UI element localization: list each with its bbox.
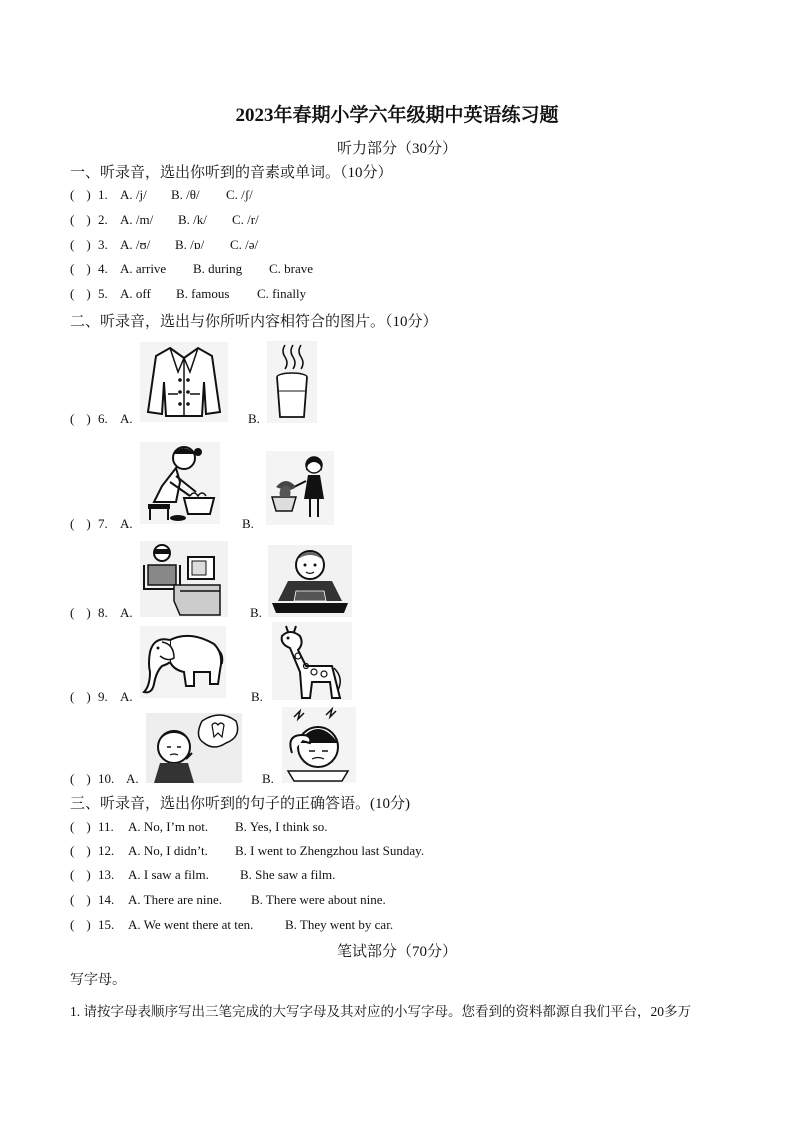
headache-picture[interactable] [282, 707, 356, 783]
question-row [70, 411, 260, 427]
option-a: A. [120, 605, 133, 620]
option-a: A. No, I didn’t. [128, 843, 208, 858]
question-row [70, 819, 328, 835]
answer-blank[interactable] [70, 843, 98, 859]
option-b: B. [248, 411, 260, 426]
option-b: B. There were about nine. [251, 892, 386, 907]
question-number: 6. [98, 411, 108, 426]
question-row [70, 605, 262, 621]
option-a: A. /j/ [120, 187, 147, 202]
option-b: B. Yes, I think so. [235, 819, 328, 834]
option-b: B. [242, 516, 254, 531]
question-number: 14. [98, 892, 115, 907]
question-row [70, 867, 336, 883]
question-number: 2. [98, 212, 108, 227]
question-number: 5. [98, 286, 108, 301]
option-c: C. finally [257, 286, 307, 301]
option-b: B. [251, 689, 263, 704]
answer-blank[interactable] [70, 771, 98, 787]
listening-header: 听力部分（30分） [336, 141, 457, 157]
question-row [70, 892, 386, 908]
coat-picture[interactable] [140, 342, 228, 422]
answer-blank[interactable] [70, 689, 98, 705]
question-row [70, 689, 263, 705]
question-row [70, 237, 259, 253]
question-number: 3. [98, 237, 108, 252]
option-a: A. I saw a film. [128, 867, 209, 882]
question-1-text: 1. 请按字母表顺序写出三笔完成的大写字母及其对应的小写字母。您看到的资料都源自我们平台，20多万 [70, 1004, 691, 1019]
option-c: C. /ʃ/ [226, 187, 253, 202]
writing-header: 笔试部分（70分） [336, 944, 457, 960]
question-number: 13. [98, 867, 115, 882]
option-b: B. She saw a film. [240, 867, 336, 882]
option-b: B. /k/ [178, 212, 207, 227]
question-row [70, 917, 394, 933]
page-title: 2023年春期小学六年级期中英语练习题 [235, 105, 559, 126]
question-row [70, 516, 254, 532]
toothache-picture[interactable] [146, 713, 242, 783]
option-b: B. [250, 605, 262, 620]
option-b: B. famous [176, 286, 230, 301]
option-c: C. /ə/ [230, 237, 259, 252]
answer-blank[interactable] [70, 286, 98, 302]
girl-watering-plants-picture[interactable] [266, 451, 334, 525]
write-letters-label: 写字母。 [70, 973, 126, 988]
option-b: B. /ɒ/ [175, 237, 205, 252]
answer-blank[interactable] [70, 187, 98, 203]
answer-blank[interactable] [70, 237, 98, 253]
giraffe-picture[interactable] [272, 622, 352, 700]
answer-blank[interactable] [70, 605, 98, 621]
option-a: A. [120, 516, 133, 531]
option-a: A. We went there at ten. [128, 917, 254, 932]
question-row [70, 843, 425, 859]
option-a: A. There are nine. [128, 892, 222, 907]
option-a: A. [120, 411, 133, 426]
elephant-picture[interactable] [140, 626, 226, 698]
option-a: A. /m/ [120, 212, 154, 227]
question-number: 12. [98, 843, 115, 858]
girl-washing-clothes-picture[interactable] [140, 442, 220, 524]
section2-heading: 二、听录音，选出与你所听内容相符合的图片。（10分） [70, 314, 438, 330]
answer-blank[interactable] [70, 867, 98, 883]
answer-blank[interactable] [70, 917, 98, 933]
section1-heading: 一、听录音，选出你听到的音素或单词。（10分） [70, 165, 393, 181]
question-number: 1. [98, 187, 108, 202]
option-b: B. [262, 771, 274, 786]
question-row [70, 187, 253, 203]
option-a: A. off [120, 286, 151, 301]
question-row [70, 212, 259, 228]
question-number: 4. [98, 261, 108, 276]
option-a: A. /ʊ/ [120, 237, 151, 252]
hot-glass-picture[interactable] [267, 341, 317, 423]
option-b: B. They went by car. [285, 917, 394, 932]
question-number: 9. [98, 689, 108, 704]
answer-blank[interactable] [70, 819, 98, 835]
question-row [70, 286, 307, 302]
person-watching-tv-picture[interactable] [140, 541, 228, 617]
option-b: B. I went to Zhengzhou last Sunday. [235, 843, 425, 858]
option-a: A. [126, 771, 139, 786]
option-b: B. during [193, 261, 243, 276]
answer-blank[interactable] [70, 516, 98, 532]
option-c: C. brave [269, 261, 314, 276]
option-b: B. /θ/ [171, 187, 200, 202]
question-row [70, 771, 274, 787]
option-a: A. [120, 689, 133, 704]
question-number: 11. [98, 819, 114, 834]
answer-blank[interactable] [70, 212, 98, 228]
boy-reading-picture[interactable] [268, 545, 352, 617]
section3-heading: 三、听录音，选出你听到的句子的正确答语。(10分) [70, 796, 410, 812]
answer-blank[interactable] [70, 411, 98, 427]
question-number: 10. [98, 771, 115, 786]
option-a: A. arrive [120, 261, 167, 276]
question-row [70, 261, 314, 277]
answer-blank[interactable] [70, 261, 98, 277]
question-number: 7. [98, 516, 108, 531]
answer-blank[interactable] [70, 892, 98, 908]
question-number: 15. [98, 917, 115, 932]
option-c: C. /r/ [232, 212, 259, 227]
option-a: A. No, I’m not. [128, 819, 209, 834]
question-number: 8. [98, 605, 108, 620]
